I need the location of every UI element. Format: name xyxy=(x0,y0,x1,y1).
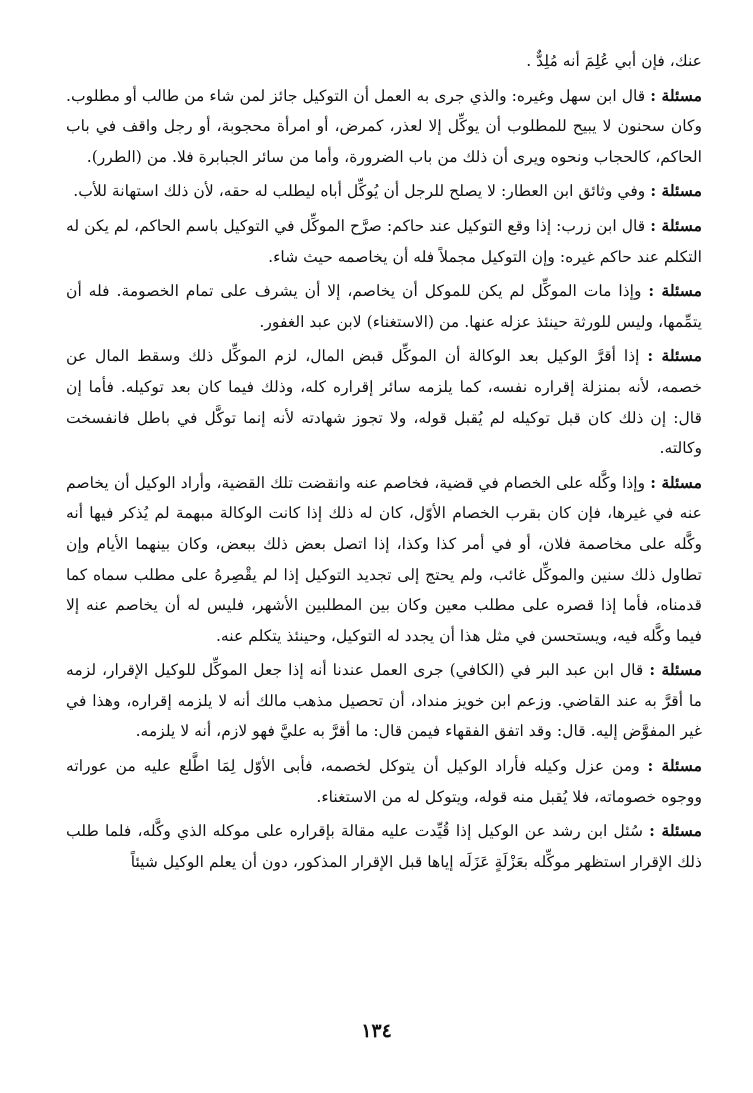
masala-paragraph-3 xyxy=(66,211,702,272)
masala-paragraph-2 xyxy=(66,176,702,207)
masala-paragraph-8 xyxy=(66,751,702,812)
masala-text: وإذا مات الموكِّل لم يكن للموكل أن يخاصم، إلا أن يشرف على تمام الخصومة. فله أن يتمِّمها، وليس للورثة حينئذ عزله عنها. من (الاستغناء) لابن عبد الغفور. xyxy=(66,282,702,331)
masala-label: مسئلة : xyxy=(648,281,702,301)
masala-paragraph-6 xyxy=(66,468,702,652)
masala-paragraph-5 xyxy=(66,341,702,463)
document-page xyxy=(66,46,702,877)
masala-paragraph-9 xyxy=(66,816,702,877)
masala-text: قال ابن سهل وغيره: والذي جرى به العمل أن التوكيل جائز لمن شاء من طالب أو مطلوب. وكان سحنون لا يبيح للمطلوب أن يوكِّل إلا لعذر، كمرض، أو امرأة محجوبة، أو رجل واقف في باب الحاكم، كالحجاب ونحوه ويرى أن ذلك من باب الضرورة، وأما من سائر الجبابرة فلا. من (الطرر). xyxy=(66,86,702,166)
page-number: ١٣٤ xyxy=(361,1020,392,1042)
masala-paragraph-1 xyxy=(66,81,702,173)
continuation-paragraph xyxy=(66,46,702,77)
masala-label: مسئلة : xyxy=(647,346,702,366)
masala-label: مسئلة : xyxy=(649,660,702,680)
masala-label: مسئلة : xyxy=(650,215,702,235)
masala-paragraph-4 xyxy=(66,276,702,337)
masala-label: مسئلة : xyxy=(650,472,702,492)
masala-label: مسئلة : xyxy=(650,85,702,105)
masala-text: إذا أقرَّ الوكيل بعد الوكالة أن الموكِّل قبض المال، لزم الموكِّل ذلك وسقط المال عن خصمه، لأنه بمنزلة إقراره نفسه، كما يلزمه سائر إقراره كله، وذلك فيما كان بعد توكيله. فأما إن قال: إن ذلك كان قبل توكيله لم يُقبل قوله، ولا تجوز شهادته لأنه إنما توكَّل في باطل فانفسخت وكالته. xyxy=(66,347,702,458)
masala-text: قال ابن زرب: إذا وقع التوكيل عند حاكم: صرَّح الموكِّل في التوكيل باسم الحاكم، لم يكن له التكلم عند حاكم غيره: وإن التوكيل مجملاً فله أن يخاصمه حيث شاء. xyxy=(66,216,702,266)
masala-label: مسئلة : xyxy=(650,181,702,201)
masala-text: وإذا وكَّله على الخصام في قضية، فخاصم عنه وانقضت تلك القضية، وأراد الوكيل أن يخاصم عنه في غيرها، فإن كان بقرب الخصام الأوّل، كان له ذلك إذا كانت الوكالة مبهمة لم يُذكر فيها أنه وكَّله على مخاصمة فلان، أو في أمر كذا وكذا، إذا اتصل بعض ذلك ببعض، وكان بينهما الأيام وإن تطاول ذلك سنين والموكِّل غائب، ولم يحتج إلى تجديد التوكيل إذا لم يقْصِرهُ على مطلب سماه كما قدمناه، فأما إذا قصره على مطلب معين وكان بين المطلبين الأشهر، فليس له أن يخاصم عنه إلا فيما وكَّله فيه، ويستحسن في مثل هذا أن يجدد له التوكيل، وحينئذ يتكلم عنه. xyxy=(66,473,702,645)
masala-text: سُئل ابن رشد عن الوكيل إذا قُيِّدت عليه مقالة بإقراره على موكله الذي وكَّله، فلما طلب ذلك الإقرار استظهر موكِّله بعَزْلَةٍ عَزَلَه إياها قبل الإقرار المذكور، دون أن يعلم الوكيل شيئاً xyxy=(66,822,702,871)
masala-text: قال ابن عبد البر في (الكافي) جرى العمل عندنا أنه إذا جعل الموكِّل للوكيل الإقرار، لزمه ما أقرَّ به عند القاضي. وزعم ابن خويز منداد، أن تحصيل مذهب مالك أنه لا يلزمه إقراره، وهذا في غير المفوَّض إليه. قال: وقد اتفق الفقهاء فيمن قال: ما أقرَّ به عليَّ فهو لازم، أنه لا يلزمه. xyxy=(66,661,702,741)
masala-paragraph-7 xyxy=(66,655,702,747)
masala-label: مسئلة : xyxy=(647,756,702,776)
continuation-text: عنك، فإن أبي عُلِمَ أنه مُلِدٌّ . xyxy=(526,52,702,70)
masala-text: ومن عزل وكيله فأراد الوكيل أن يتوكل لخصمه، فأبى الأوّل لِمَا اطَّلع عليه من عوراته ووجوه خصوماته، فلا يُقبل منه قوله، ويتوكل له من الاستغناء. xyxy=(66,757,702,806)
masala-label: مسئلة : xyxy=(649,821,702,841)
masala-text: وفي وثائق ابن العطار: لا يصلح للرجل أن يُوكِّل أباه ليطلب له حقه، لأن ذلك استهانة للأب. xyxy=(73,182,646,201)
